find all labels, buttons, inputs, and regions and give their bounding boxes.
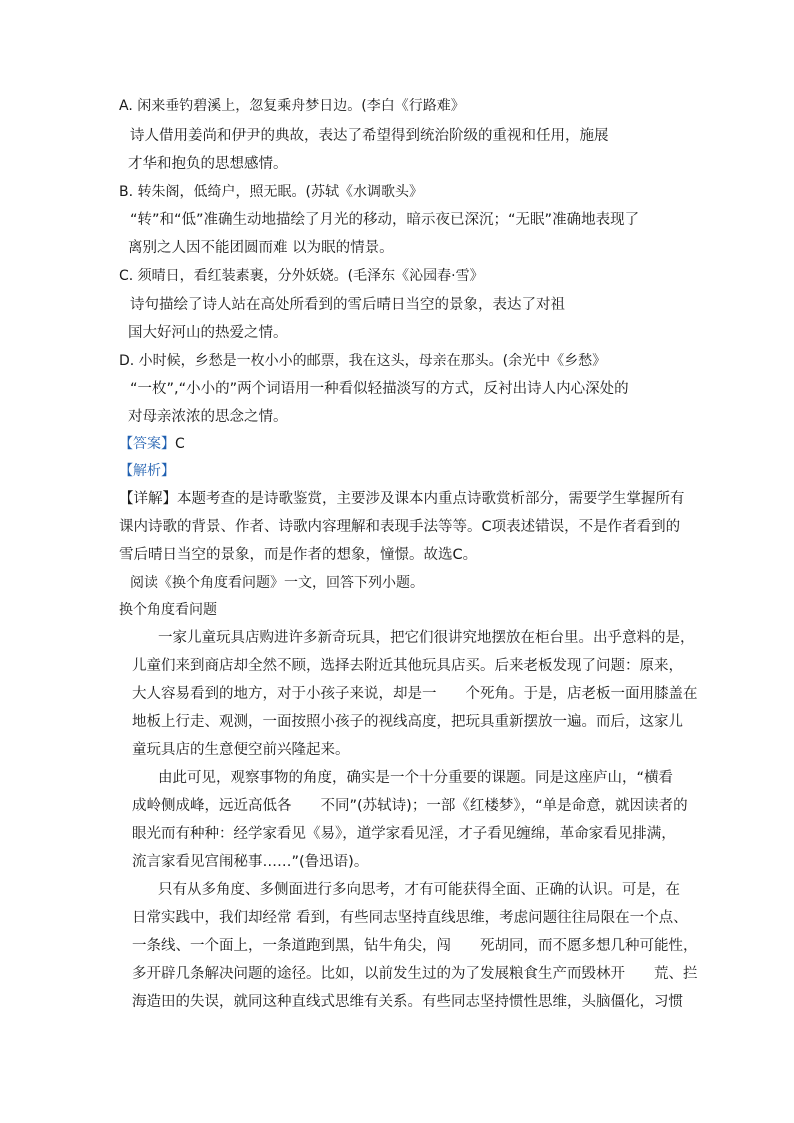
article-p2-line-1: 由此可见，观察事物的角度，确实是一个十分重要的课题。同是这座庐山，“横看 (158, 770, 674, 786)
article-p2-line-4: 流言家看见宫闱秘事……”(鲁迅语)。 (132, 854, 369, 870)
detail-line-3: 雪后晴日当空的景象，而是作者的想象，憧憬。故选C。 (119, 547, 478, 563)
article-p3-line-5: 海造田的失误，就同这种直线式思维有关系。有些同志坚持惯性思维，头脑僵化，习惯 (132, 994, 683, 1010)
option-a-question: A. 闲来垂钓碧溪上，忽复乘舟梦日边。(李白《行路难》 (119, 98, 465, 114)
option-b-analysis-line-1: “转”和“低”准确生动地描绘了月光的移动，暗示夜已深沉；“无眠”准确地表现了 (130, 212, 640, 228)
article-p1-line-1: 一家儿童玩具店购进许多新奇玩具，把它们很讲究地摆放在柜台里。出乎意料的是， (158, 630, 695, 646)
option-c-question: C. 须晴日，看红装素裹，分外妖娆。(毛泽东《沁园春·雪》 (119, 268, 484, 284)
option-b-analysis-line-2: 离别之人因不能团圆而难 以为眠的情景。 (128, 240, 394, 256)
article-p2-line-2: 成岭侧成峰，远近高低各 不同”(苏轼诗)；一部《红楼梦》，“单是命意，就因读者的 (132, 798, 688, 814)
option-a-analysis-line-2: 才华和抱负的思想感情。 (128, 156, 288, 172)
article-p3-line-2: 日常实践中，我们却经常 看到，有些同志坚持直线思维，考虑问题往往局限在一个点、 (132, 910, 688, 926)
detail-line-1 (119, 489, 685, 509)
article-p3-line-4: 多开辟几条解决问题的途径。比如，以前发生过的为了发展粮食生产而毁林开 荒、拦 (132, 966, 698, 982)
option-d-analysis-line-2: 对母亲浓浓的思念之情。 (128, 409, 288, 425)
analysis-tag: 【解析】 (119, 463, 175, 479)
option-c-analysis-line-1: 诗句描绘了诗人站在高处所看到的雪后晴日当空的景象，表达了对祖 (130, 297, 565, 313)
option-d-analysis-line-1: “一枚”,“小小的”两个词语用一种看似轻描淡写的方式，反衬出诗人内心深处的 (130, 381, 629, 397)
detail-tag: 【详解】 (119, 491, 177, 507)
article-p1-line-3: 大人容易看到的地方，对于小孩子来说，却是一 个死角。于是，店老板一面用膝盖在 (132, 686, 698, 702)
detail-line-2: 课内诗歌的背景、作者、诗歌内容理解和表现手法等等。C项表述错误，不是作者看到的 (119, 519, 681, 535)
option-b-question: B. 转朱阁，低绮户，照无眠。(苏轼《水调歌头》 (119, 184, 423, 200)
article-p3-line-1: 只有从多角度、多侧面进行多向思考，才有可能获得全面、正确的认识。可是，在 (158, 882, 680, 898)
article-p1-line-5: 童玩具店的生意便空前兴隆起来。 (132, 742, 350, 758)
detail-text-1: 本题考查的是诗歌鉴赏，主要涉及课本内重点诗歌赏析部分，需要学生掌握所有 (177, 491, 685, 507)
article-p1-line-2: 儿童们来到商店却全然不顾，选择去附近其他玩具店买。后来老板发现了问题：原来， (132, 658, 683, 674)
option-c-analysis-line-2: 国大好河山的热爱之情。 (128, 325, 288, 341)
answer-value: C (175, 436, 185, 452)
option-a-analysis-line-1: 诗人借用姜尚和伊尹的典故，表达了希望得到统治阶级的重视和任用，施展 (130, 128, 609, 144)
option-d-question: D. 小时候，乡愁是一枚小小的邮票，我在这头，母亲在那头。(余光中《乡愁》 (119, 353, 607, 369)
answer-tag: 【答案】 (119, 436, 175, 452)
answer-line (119, 434, 185, 454)
article-p2-line-3: 眼光而有种种：经学家看见《易》，道学家看见淫，才子看见缠绵，革命家看见排满， (132, 826, 676, 842)
reading-prompt: 阅读《换个角度看问题》一文，回答下列小题。 (130, 575, 424, 591)
article-p1-line-4: 地板上行走、观测，一面按照小孩子的视线高度，把玩具重新摆放一遍。而后，这家儿 (132, 714, 683, 730)
article-title: 换个角度看问题 (119, 602, 217, 618)
article-p3-line-3: 一条线、一个面上，一条道跑到黑，钻牛角尖，闯 死胡同，而不愿多想几种可能性， (132, 938, 698, 954)
